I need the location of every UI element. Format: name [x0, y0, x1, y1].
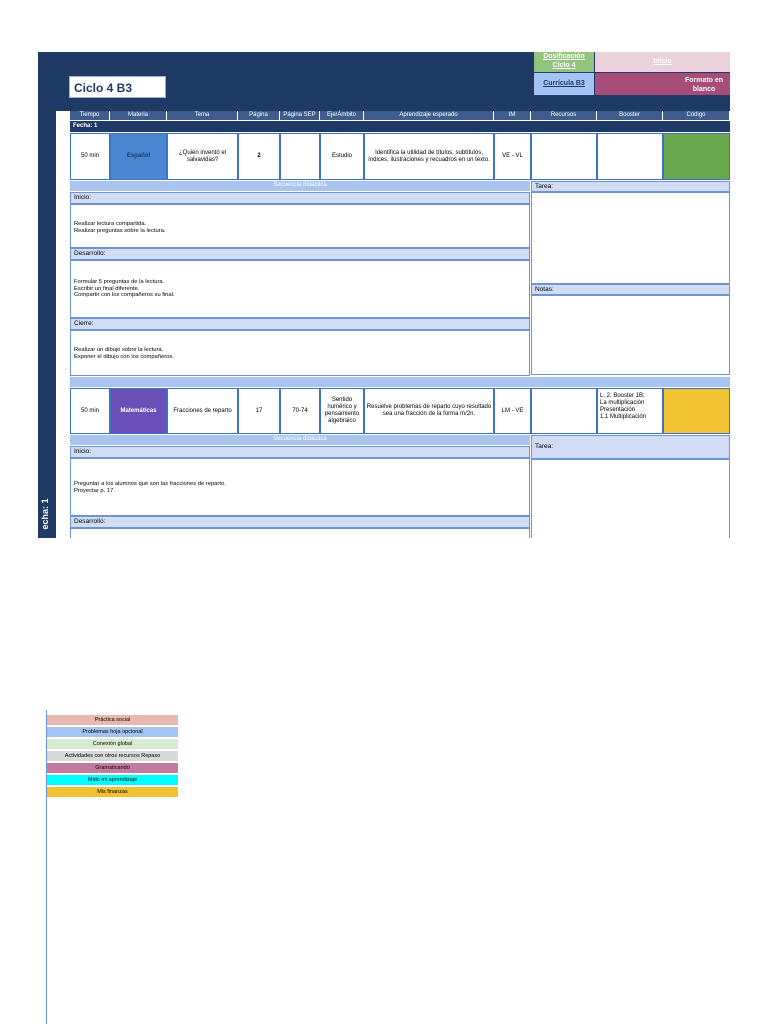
col-header-codigo: Código — [663, 111, 730, 120]
class2-booster-line: La multiplicación — [600, 400, 645, 406]
class2-inicio-box[interactable] — [70, 458, 530, 516]
side-fecha-label: echa: 1 — [40, 498, 50, 530]
side-rail — [38, 111, 56, 538]
class2-booster-line: Presentación — [600, 407, 636, 413]
class2-inicio-line: Proyectar p. 17. — [74, 487, 115, 494]
col-header-booster: Booster — [597, 111, 663, 120]
class2-desarrollo-box[interactable] — [70, 528, 530, 538]
dosificacion-link[interactable] — [534, 52, 594, 72]
inicio-link-label: Inicio — [653, 58, 672, 65]
class1-tiempo[interactable]: 50 min — [70, 133, 110, 180]
class1-eje[interactable]: Estudio — [320, 133, 364, 180]
legend-label: Conexión global — [92, 741, 133, 747]
legend-label: Actividades con otros recursos Repaso — [64, 753, 161, 759]
class2-desarrollo-label: Desarrollo: — [70, 516, 530, 528]
col-header-materia: Materia — [110, 111, 167, 120]
class2-im[interactable]: LM - VE — [494, 388, 531, 434]
col-header-eje: Eje/Ámbito — [320, 111, 364, 120]
class2-tarea-label: Tarea: — [531, 435, 730, 459]
legend-label: Problemas hoja opcional — [82, 729, 143, 735]
class2-booster-line: L. 2. Booster 1B: — [600, 393, 645, 399]
curricula-link-label: Currícula B3 — [543, 80, 585, 87]
col-header-pagina: Página — [238, 111, 280, 120]
legend-problemas — [47, 727, 178, 737]
class1-materia[interactable]: Español — [110, 133, 167, 180]
col-header-pagina-sep: Página SEP — [280, 111, 320, 120]
class1-im[interactable]: VE - VL — [494, 133, 531, 180]
class2-aprendizaje[interactable]: Resuelve problemas de reparto cuyo resultado sea una fracción de la forma m/2n. — [364, 388, 494, 434]
col-header-im: IM — [494, 111, 531, 120]
class2-secuencia-header: Secuencia didáctica — [70, 435, 530, 445]
class2-pagina-sep[interactable]: 70-74 — [280, 388, 320, 434]
class2-tema[interactable]: Fracciones de reparto — [167, 388, 238, 434]
class1-inicio-box[interactable] — [70, 204, 530, 248]
legend-conexion-global — [47, 739, 178, 749]
col-header-tiempo: Tiempo — [70, 111, 110, 120]
class1-secuencia-header: Secuencia didáctica — [70, 181, 530, 191]
legend-label: Práctica social — [94, 717, 131, 723]
class1-inicio-line: Realizar lectura compartida. — [74, 221, 147, 227]
legend-label: Mido mi aprendizaje — [87, 777, 138, 783]
col-header-aprendizaje: Aprendizaje esperado — [364, 111, 494, 120]
sheet-title: Ciclo 4 B3 — [69, 76, 166, 98]
class1-cierre-box[interactable] — [70, 330, 530, 376]
class1-aprendizaje[interactable]: Identifica la utilidad de títulos, subtítulos, índices, ilustraciones y recuadros en un texto. — [364, 133, 494, 180]
class-separator — [70, 377, 730, 387]
class1-desarrollo-box[interactable] — [70, 260, 530, 318]
class1-codigo[interactable] — [663, 133, 730, 180]
class1-tema[interactable]: ¿Quién inventó el salvavidas? — [167, 133, 238, 180]
class1-tarea-label: Tarea: — [531, 181, 730, 192]
formato-link[interactable] — [595, 73, 730, 95]
class2-tarea-box[interactable] — [531, 459, 730, 538]
planning-sheet — [38, 52, 730, 538]
class1-inicio-line: Realizar preguntas sobre la lectura. — [74, 227, 166, 234]
inicio-link[interactable] — [595, 52, 730, 72]
class1-desarrollo-line: Formular 5 preguntas de la lectura. — [74, 279, 165, 285]
class2-eje[interactable]: Sentido numérico y pensamiento algebraico — [320, 388, 364, 434]
col-header-recursos: Recursos — [531, 111, 597, 120]
legend-finanzas — [47, 787, 178, 797]
dosificacion-link-label: Dosificación Ciclo 4 — [543, 53, 585, 69]
class1-tarea-box[interactable] — [531, 192, 730, 284]
class1-desarrollo-line: Compartir con los compañeros su final. — [74, 292, 175, 298]
col-header-tema: Tema — [167, 111, 238, 120]
class1-desarrollo-label: Desarrollo: — [70, 248, 530, 260]
class1-booster[interactable] — [597, 133, 663, 180]
legend-actividades — [47, 751, 178, 761]
legend-mido — [47, 775, 178, 785]
sheet-left-border — [46, 710, 47, 1024]
class1-pagina[interactable]: 2 — [238, 133, 280, 180]
class1-cierre-label: Cierre: — [70, 318, 530, 330]
class2-booster[interactable] — [597, 388, 663, 434]
class2-codigo[interactable] — [663, 388, 730, 434]
legend-label: Mis finanzas — [97, 789, 128, 795]
fecha-row: Fecha: 1 — [70, 121, 730, 132]
legend-practica-social — [47, 715, 178, 725]
legend-label: Gramaticando — [95, 765, 130, 771]
class2-pagina[interactable]: 17 — [238, 388, 280, 434]
class1-desarrollo-line: Escribir un final diferente. — [74, 285, 140, 292]
class2-inicio-label: Inicio: — [70, 446, 530, 458]
class2-booster-line: 1.1 Multiplicación — [600, 414, 647, 420]
class2-materia[interactable]: Matemáticas — [110, 388, 167, 434]
class1-inicio-label: Inicio: — [70, 192, 530, 204]
class2-tiempo[interactable]: 50 min — [70, 388, 110, 434]
class1-recursos[interactable] — [531, 133, 597, 180]
legend-gramaticando — [47, 763, 178, 773]
class1-cierre-line: Exponer el dibujo con los compañeros. — [74, 353, 174, 360]
class1-notas-label: Notas: — [531, 284, 730, 295]
class1-cierre-line: Realizar un dibujo sobre la lectura. — [74, 347, 164, 353]
class2-inicio-line: Preguntar a los alumnos qué son las fracciones de reparto. — [74, 481, 226, 487]
class1-pagina-sep[interactable] — [280, 133, 320, 180]
class2-recursos[interactable] — [531, 388, 597, 434]
class1-notas-box[interactable] — [531, 295, 730, 375]
formato-link-label: Formato en blanco — [684, 77, 724, 93]
curricula-link[interactable] — [534, 73, 594, 95]
